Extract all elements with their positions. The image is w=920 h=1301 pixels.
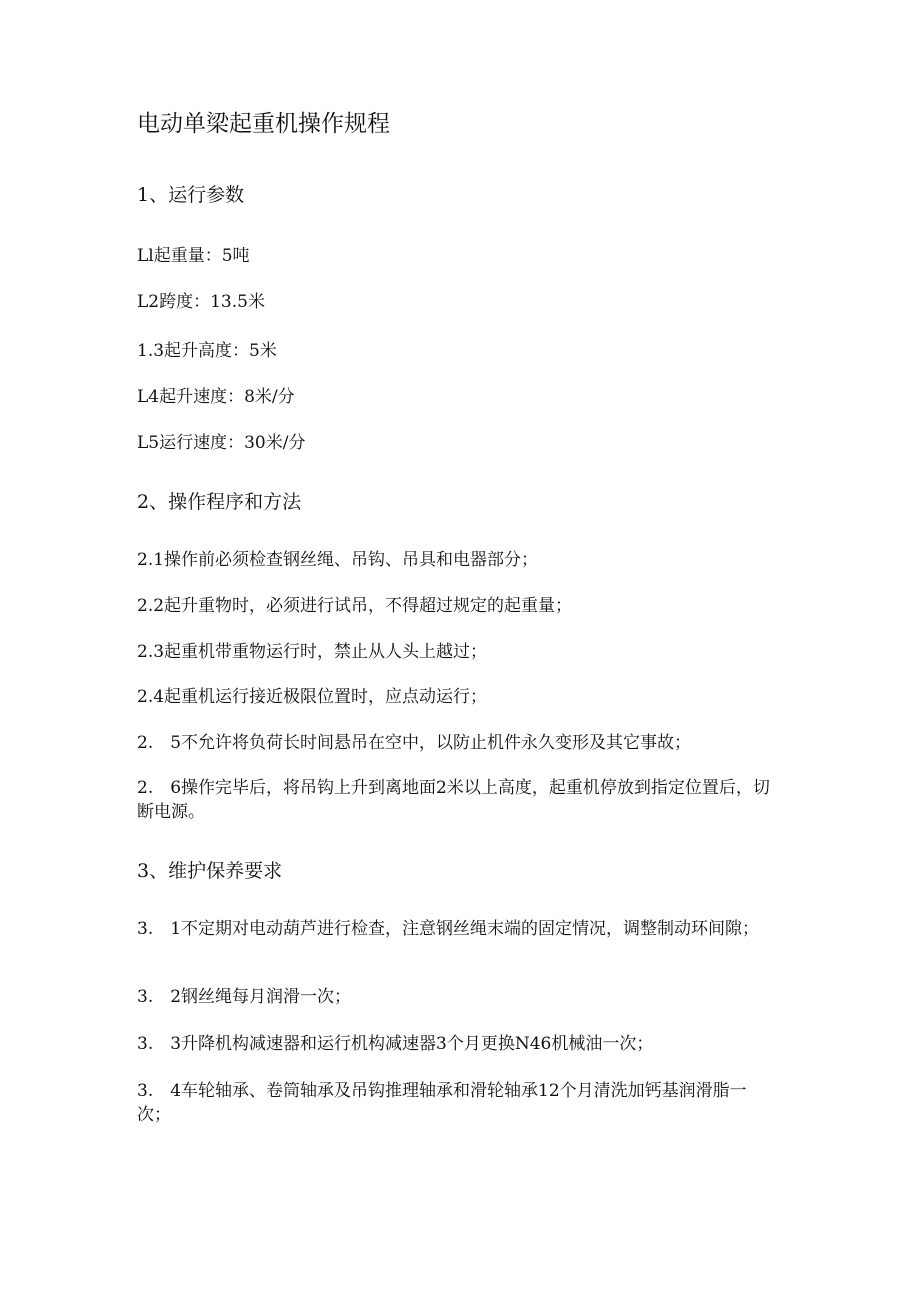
maintenance-item: 3. 1不定期对电动葫芦进行检查，注意钢丝绳末端的固定情况，调整制动环间隙； <box>137 919 760 939</box>
procedure-item: 2.2起升重物时，必须进行试吊，不得超过规定的起重量； <box>137 596 573 616</box>
section-heading-operating-procedure: 2、操作程序和方法 <box>137 491 302 513</box>
procedure-item: 2.3起重机带重物运行时，禁止从人头上越过； <box>137 642 488 662</box>
procedure-item: 2.1操作前必须检查钢丝绳、吊钩、吊具和电器部分； <box>137 550 539 570</box>
section-heading-maintenance: 3、维护保养要求 <box>137 860 283 882</box>
document-title: 电动单梁起重机操作规程 <box>137 111 390 137</box>
maintenance-item: 3. 3升降机构减速器和运行机构减速器3个月更换N46机械油一次； <box>137 1034 654 1054</box>
section-heading-operating-parameters: 1、运行参数 <box>137 184 245 206</box>
param-travel-speed: L5运行速度：30米/分 <box>137 433 306 453</box>
param-lifting-capacity: Ll起重量：5吨 <box>137 246 250 266</box>
maintenance-item: 3. 4车轮轴承、卷筒轴承及吊钩推理轴承和滑轮轴承12个月清洗加钙基润滑脂一次； <box>137 1081 747 1125</box>
param-lifting-speed: L4起升速度：8米/分 <box>137 387 295 407</box>
param-span: L2跨度：13.5米 <box>137 292 265 312</box>
param-lifting-height: 1.3起升高度：5米 <box>137 341 277 361</box>
procedure-item: 2.4起重机运行接近极限位置时，应点动运行； <box>137 687 488 707</box>
maintenance-item: 3. 2钢丝绳每月润滑一次； <box>137 987 352 1007</box>
procedure-item: 2. 5不允许将负荷长时间悬吊在空中，以防止机件永久变形及其它事故； <box>137 733 692 753</box>
procedure-item: 2. 6操作完毕后，将吊钩上升到离地面2米以上高度，起重机停放到指定位置后，切断电源。 <box>137 778 770 822</box>
